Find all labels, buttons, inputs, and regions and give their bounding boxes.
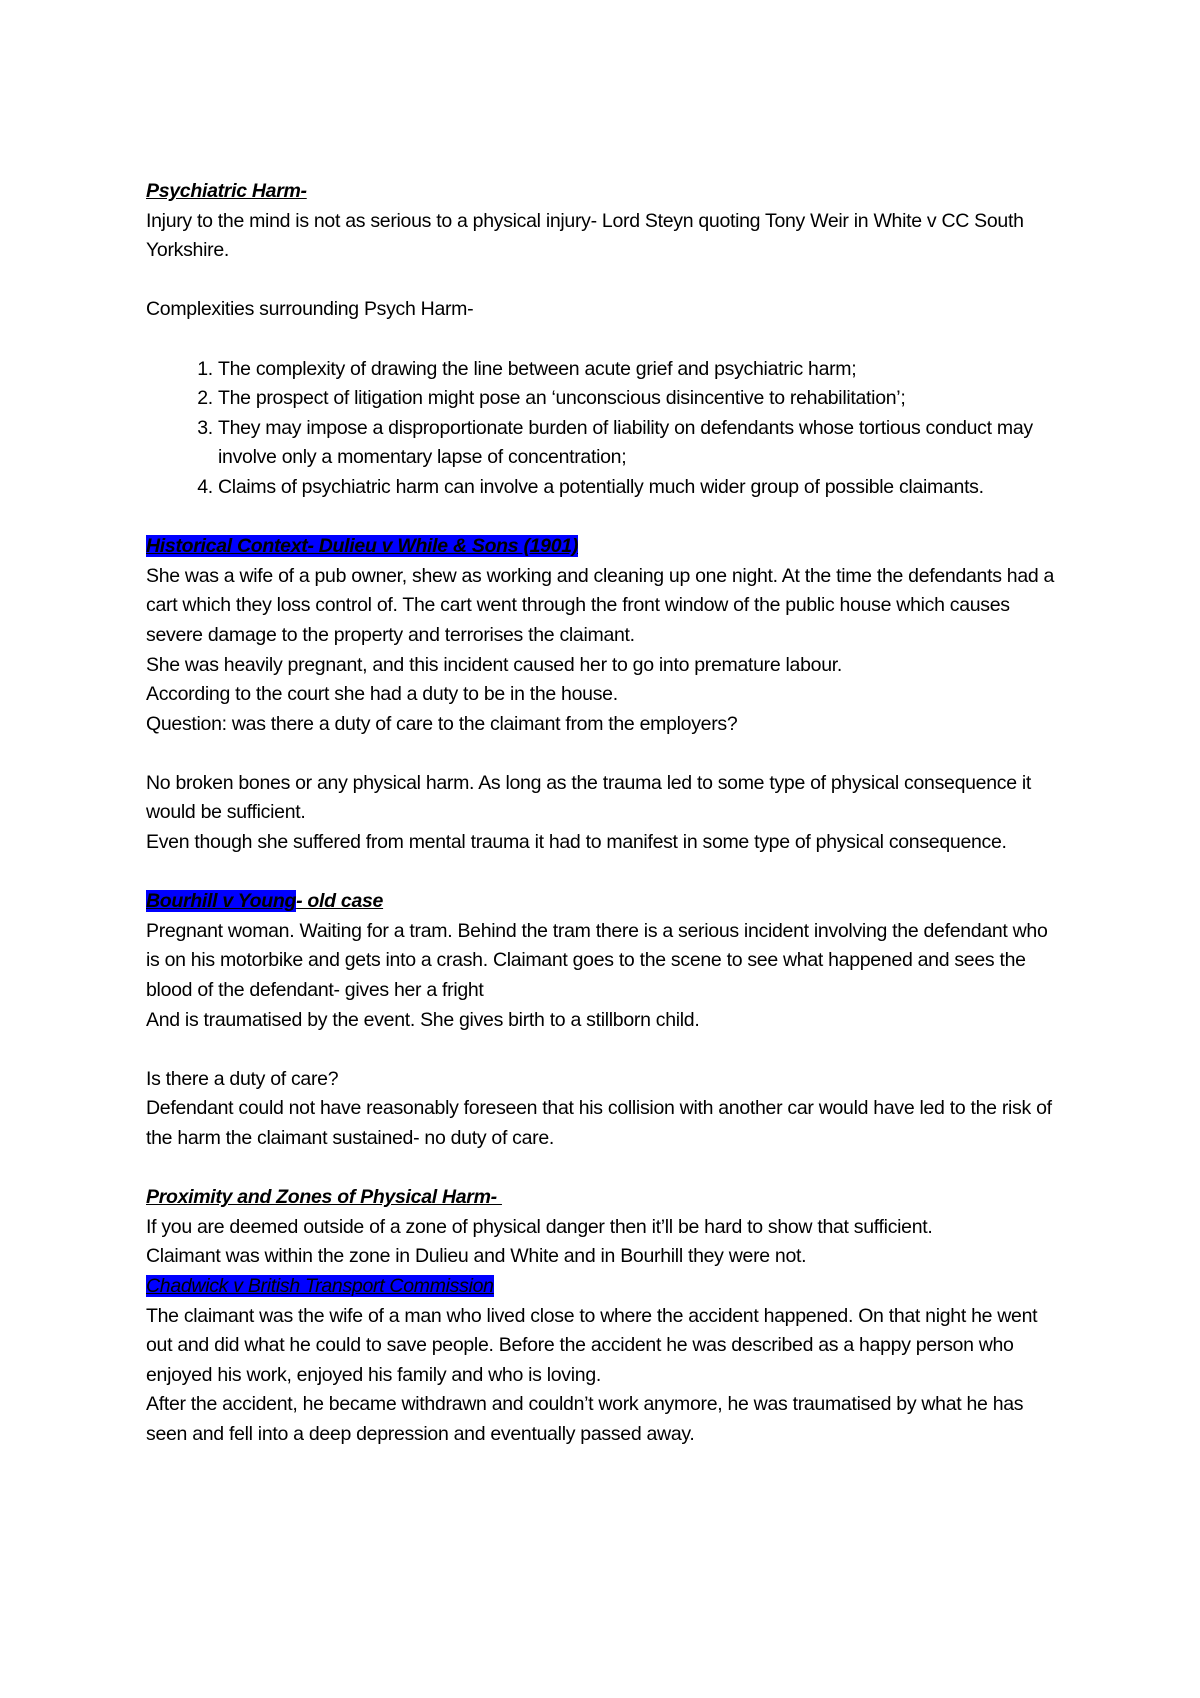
list-item: 2. The prospect of litigation might pose an ‘unconscious disincentive to rehabilitation’; xyxy=(218,384,1066,414)
paragraph: Injury to the mind is not as serious to a physical injury- Lord Steyn quoting Tony Weir in White v CC South Yorkshire. xyxy=(146,209,1024,262)
heading-chadwick: Chadwick v British Transport Commission xyxy=(146,1274,494,1297)
heading-proximity: Proximity and Zones of Physical Harm- xyxy=(146,1186,502,1209)
paragraph: Defendant could not have reasonably foreseen that his collision with another car would have led to the risk of the harm the claimant sustained- no duty of care. xyxy=(146,1097,1052,1149)
paragraph: And is traumatised by the event. She gives birth to a stillborn child. xyxy=(146,1008,700,1031)
paragraph: Question: was there a duty of care to the claimant from the employers? xyxy=(146,712,738,735)
paragraph: If you are deemed outside of a zone of physical danger then it’ll be hard to show that sufficient. xyxy=(146,1215,933,1238)
heading-bourhill-suffix: - old case xyxy=(296,890,384,913)
complexities-list xyxy=(146,355,1066,503)
heading-psychiatric-harm: Psychiatric Harm- xyxy=(146,180,307,202)
paragraph: Claimant was within the zone in Dulieu and White and in Bourhill they were not. xyxy=(146,1245,807,1268)
paragraph: Complexities surrounding Psych Harm- xyxy=(146,298,474,321)
list-item: 4. Claims of psychiatric harm can involve a potentially much wider group of possible claimants. xyxy=(218,473,1066,503)
heading-bourhill: Bourhill v Young xyxy=(146,890,297,913)
paragraph: Even though she suffered from mental trauma it had to manifest in some type of physical consequence. xyxy=(146,831,1007,854)
paragraph: Pregnant woman. Waiting for a tram. Behind the tram there is a serious incident involving the defendant who is on his motorbike and gets into a crash. Claimant goes to the scene to see what happened and sees the blood of the defendant- gives her a fright xyxy=(146,919,1048,1002)
paragraph: After the accident, he became withdrawn and couldn’t work anymore, he was traumatised by what he has seen and fell into a deep depression and eventually passed away. xyxy=(146,1393,1024,1445)
heading-dulieu: Historical Context- Dulieu v While & Sons (1901) xyxy=(146,535,579,558)
paragraph: The claimant was the wife of a man who lived close to where the accident happened. On that night he went out and did what he could to save people. Before the accident he was described as a happy person who enjoyed his work, enjoyed his family and who is loving. xyxy=(146,1304,1038,1386)
paragraph: She was a wife of a pub owner, shew as working and cleaning up one night. At the time the defendants had a cart which they loss control of. The cart went through the front window of the public house which causes severe damage to the property and terrorises the claimant. xyxy=(146,564,1055,646)
paragraph: She was heavily pregnant, and this incident caused her to go into premature labour. xyxy=(146,653,842,676)
list-item: 3. They may impose a disproportionate burden of liability on defendants whose tortious conduct may involve only a momentary lapse of concentration; xyxy=(218,414,1066,473)
document-body xyxy=(146,177,1066,1450)
paragraph: No broken bones or any physical harm. As long as the trauma led to some type of physical consequence it would be sufficient. xyxy=(146,771,1032,824)
paragraph: Is there a duty of care? xyxy=(146,1067,339,1090)
list-item: 1. The complexity of drawing the line between acute grief and psychiatric harm; xyxy=(218,355,1066,385)
paragraph: According to the court she had a duty to be in the house. xyxy=(146,683,618,706)
